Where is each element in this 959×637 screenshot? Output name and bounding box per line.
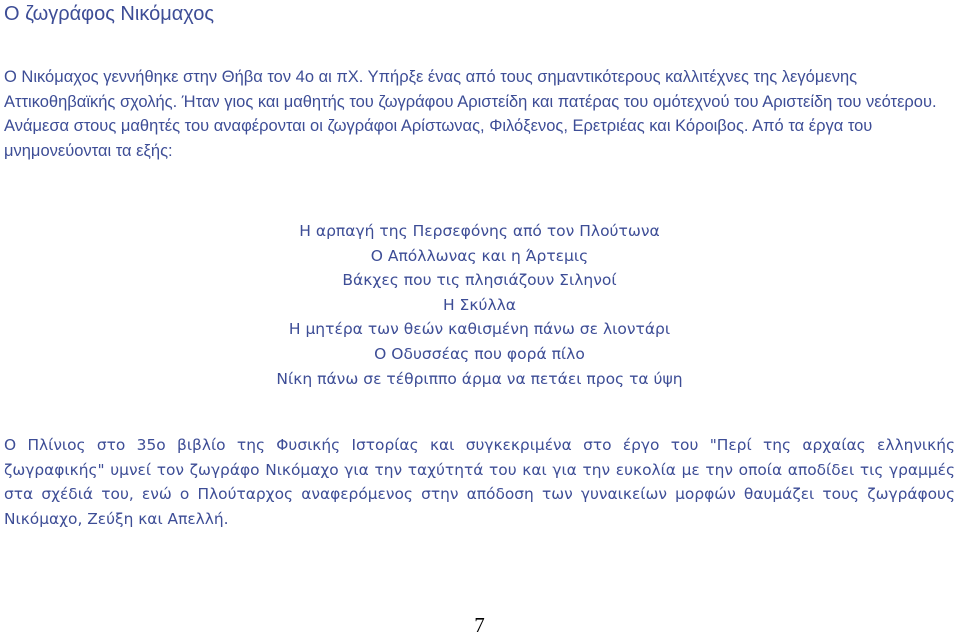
works-list-item: Βάκχες που τις πλησιάζουν Σιληνοί: [342, 271, 617, 290]
page-number: 7: [474, 613, 485, 637]
works-list: [0, 219, 959, 391]
page-title: Ο ζωγράφος Νικόμαχος: [4, 3, 215, 25]
closing-paragraph: Ο Πλίνιος στο 35ο βιβλίο της Φυσικής Ιστορίας και συγκεκριμένα στο έργο του "Περί της αρχαίας ελληνικής ζωγραφικής" υμνεί τον ζωγράφο Νικόμαχο για την ταχύτητά του και για την ευκολία με την οποία αποδίδει τις γραμμές στα σχέδιά του, ενώ ο Πλούταρχος αναφερόμενος στην απόδοση των γυναικείων μορφών θαυμάζει τους ζωγράφους Νικόμαχο, Ζεύξη και Απελλή.: [4, 436, 955, 528]
works-list-item: Νίκη πάνω σε τέθριππο άρμα να πετάει προς τα ύψη: [276, 369, 683, 388]
works-list-item: Η Σκύλλα: [442, 295, 517, 314]
works-list-item: Η αρπαγή της Περσεφόνης από τον Πλούτωνα: [299, 222, 660, 240]
works-list-item: Ο Οδυσσέας που φορά πίλο: [374, 344, 585, 363]
intro-paragraph: Ο Νικόμαχος γεννήθηκε στην Θήβα τον 4ο αι πΧ. Υπήρξε ένας από τους σημαντικότερους καλλιτέχνες της λεγόμενης Αττικοθηβαϊκής σχολής. Ήταν γιος και μαθητής του ζωγράφου Αριστείδη και πατέρας του ομότεχνού του Αριστείδη του νεότερου. Ανάμεσα στους μαθητές του αναφέρονται οι ζωγράφοι Αρίστωνας, Φιλόξενος, Ερετριέας και Κόροιβος. Από τα έργα του μνημονεύονται τα εξής:: [4, 68, 937, 161]
works-list-item: Η μητέρα των θεών καθισμένη πάνω σε λιοντάρι: [288, 320, 671, 339]
works-list-item: Ο Απόλλωνας και η Άρτεμις: [370, 246, 589, 265]
